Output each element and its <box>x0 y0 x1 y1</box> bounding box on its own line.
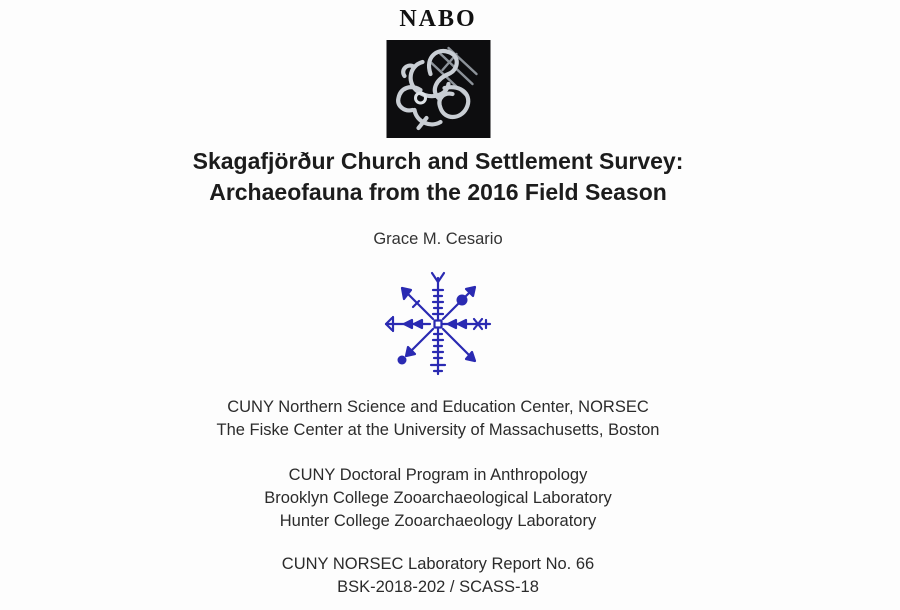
nabo-logo <box>0 40 876 143</box>
affiliation-line: Hunter College Zooarchaeology Laboratory <box>279 512 597 530</box>
affiliation-line: CUNY Northern Science and Education Center, NORSEC <box>227 398 649 416</box>
primary-affiliations <box>0 396 876 442</box>
nabo-knotwork-logo-icon <box>386 40 491 138</box>
report-codes: BSK-2018-202 / SCASS-18 <box>337 578 539 596</box>
affiliation-line: CUNY Doctoral Program in Anthropology <box>288 466 588 484</box>
title-line-2: Archaeofauna from the 2016 Field Season <box>209 179 667 205</box>
page-title <box>0 146 876 208</box>
icelandic-stave-icon <box>376 268 500 382</box>
stave-symbol <box>0 268 876 387</box>
title-line-1: Skagafjörður Church and Settlement Survey: <box>192 148 684 174</box>
report-identifiers <box>0 553 876 599</box>
org-name: NABO <box>399 6 477 32</box>
secondary-affiliations <box>0 464 876 533</box>
author-name: Grace M. Cesario <box>373 230 503 248</box>
affiliation-line: Brooklyn College Zooarchaeological Laboratory <box>264 489 612 507</box>
affiliation-line: The Fiske Center at the University of Massachusetts, Boston <box>216 421 660 439</box>
report-number: CUNY NORSEC Laboratory Report No. 66 <box>281 555 595 573</box>
